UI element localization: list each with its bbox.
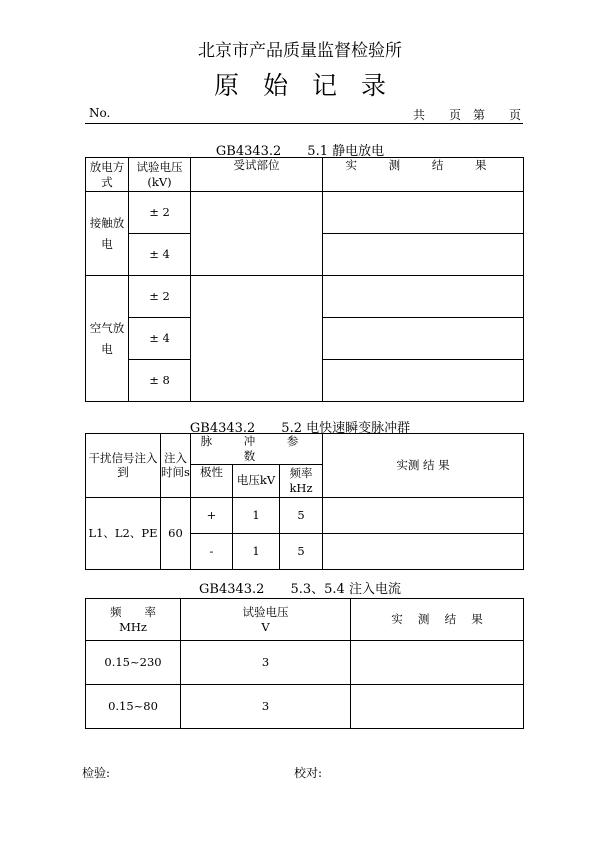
eft-col-polarity: 极性: [191, 464, 233, 497]
esd-level: ± 2: [129, 192, 191, 234]
eft-polarity: -: [191, 533, 233, 569]
ci-col-voltage-label: 试验电压: [242, 604, 289, 619]
esd-part-cell[interactable]: [191, 276, 323, 402]
eft-col-injection: 干扰信号注入到: [86, 434, 161, 498]
ci-voltage: 3: [181, 685, 351, 729]
esd-result-cell[interactable]: [323, 318, 524, 360]
ci-voltage: 3: [181, 641, 351, 685]
eft-table: [85, 433, 524, 570]
eft-col-pulse: 脉 冲 参 数: [191, 434, 323, 465]
ci-col-result: 实 测 结 果: [351, 599, 524, 641]
eft-polarity: +: [191, 497, 233, 533]
ci-frequency: 0.15~230: [86, 641, 181, 685]
header-divider: [85, 123, 523, 124]
esd-table: [85, 157, 524, 402]
eft-frequency: 5: [280, 533, 323, 569]
ci-result-cell[interactable]: [351, 641, 524, 685]
eft-voltage: 1: [233, 497, 280, 533]
esd-air-label: 空气放电: [86, 276, 129, 402]
ci-section-title: GB4343.2 5.3、5.4 注入电流: [199, 582, 401, 597]
eft-result-cell[interactable]: [323, 533, 524, 569]
eft-frequency: 5: [280, 497, 323, 533]
inspector-label: 检验:: [82, 766, 111, 780]
eft-result-cell[interactable]: [323, 497, 524, 533]
esd-result-cell[interactable]: [323, 276, 524, 318]
esd-level: ± 4: [129, 318, 191, 360]
esd-part-cell[interactable]: [191, 192, 323, 276]
esd-col-voltage: 试验电压(kV): [129, 158, 191, 192]
esd-col-mode: 放电方式: [86, 158, 129, 192]
document-title: 原始记录: [213, 71, 410, 100]
eft-col-voltage: 电压kV: [233, 464, 280, 497]
checker-label: 校对:: [294, 766, 323, 780]
ci-table: [85, 598, 524, 729]
eft-section-title: GB4343.2 5.2 电快速瞬变脉冲群: [189, 421, 411, 436]
page-count-label: 共 页 第 页: [413, 108, 522, 122]
esd-result-cell[interactable]: [323, 360, 524, 402]
organization-name: 北京市产品质量监督检验所: [198, 41, 402, 61]
eft-col-result: 实测 结 果: [323, 434, 524, 498]
ci-frequency: 0.15~80: [86, 685, 181, 729]
esd-col-part: 受试部位: [191, 158, 323, 192]
ci-col-frequency-label: 频 率: [110, 604, 156, 619]
ci-result-cell[interactable]: [351, 685, 524, 729]
ci-col-voltage: [181, 599, 351, 641]
eft-col-time: 注入时间s: [161, 434, 191, 498]
eft-time-value: 60: [161, 497, 191, 569]
ci-col-frequency-unit: MHz: [119, 619, 147, 634]
esd-result-cell[interactable]: [323, 234, 524, 276]
esd-contact-label: 接触放电: [86, 192, 129, 276]
record-number-label: No.: [89, 106, 111, 120]
eft-line-label: L1、L2、PE: [86, 497, 161, 569]
esd-level: ± 2: [129, 276, 191, 318]
esd-level: ± 8: [129, 360, 191, 402]
ci-col-voltage-unit: V: [261, 619, 270, 634]
esd-col-result: 实 测 结 果: [323, 158, 524, 192]
esd-result-cell[interactable]: [323, 192, 524, 234]
ci-col-frequency: [86, 599, 181, 641]
esd-level: ± 4: [129, 234, 191, 276]
eft-voltage: 1: [233, 533, 280, 569]
esd-section-title: GB4343.2 5.1 静电放电: [215, 144, 385, 159]
eft-col-frequency: 频率kHz: [280, 464, 323, 497]
